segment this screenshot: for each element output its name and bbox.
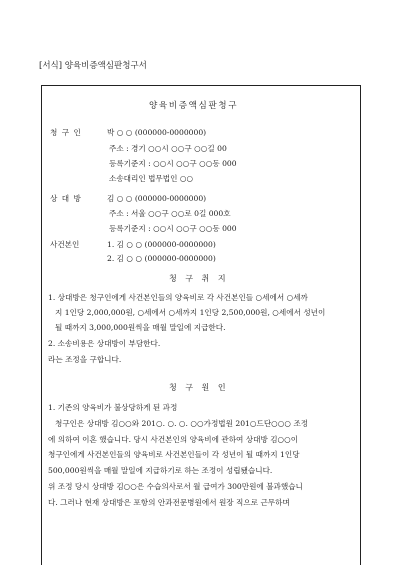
cause-line: 청구인에게 사건본인들의 양육비로 사건본인들이 각 성년이 될 때까지 1인당 bbox=[48, 450, 300, 459]
respondent-address: 주소 : 서울 ○○구 ○○로 0길 000호 bbox=[109, 209, 231, 218]
purpose-heading: 청 구 취 지 bbox=[169, 274, 229, 283]
cause-heading: 청 구 원 인 bbox=[169, 383, 229, 392]
claimant-role: 청 구 인 bbox=[50, 128, 82, 137]
page-label: [서식] 양육비증액심판청구서 bbox=[39, 61, 147, 71]
claimant-registered: 등록기준지 : ○○시 ○○구 ○○동 000 bbox=[109, 159, 237, 168]
cause-subheading: 1. 기존의 양육비가 불상당하게 된 과정 bbox=[48, 403, 178, 412]
claimant-address: 주소 : 경기 ○○시 ○○구 ○○길 00 bbox=[109, 144, 227, 153]
respondent-role: 상 대 방 bbox=[50, 194, 82, 203]
cause-line: 위 조정 당시 상대방 김○○은 수습의사로서 월 급여가 300만원에 불과했습니 bbox=[48, 482, 303, 491]
principal-item: 2. 김 ○ ○ (000000-0000000) bbox=[107, 254, 216, 263]
document-title: 양육비증액심판청구 bbox=[149, 101, 239, 111]
purpose-line: 2. 소송비용은 상대방이 부담한다. bbox=[48, 339, 161, 348]
purpose-line: 1. 상대방은 청구인에게 사건본인들의 양육비로 각 사건본인들 ○세에서 ○세까 bbox=[48, 293, 308, 302]
purpose-line: 지 1인당 2,000,000원, ○세에서 ○세까지 1인당 2,500,000원, ○세에서 성년이 bbox=[55, 308, 326, 317]
cause-line: 500,000원씩을 매월 말일에 지급하기로 하는 조정이 성립됐습니다. bbox=[48, 466, 273, 475]
purpose-line: 될 때까지 3,000,000원씩을 매월 말일에 지급한다. bbox=[55, 323, 226, 332]
claimant-name: 박 ○ ○ (000000-0000000) bbox=[107, 128, 207, 137]
cause-line: 다. 그러나 현재 상대방은 포항의 안과전문병원에서 원장 직으로 근무하며 bbox=[48, 498, 290, 507]
claimant-agent: 소송대리인 법무법인 ○○ bbox=[109, 174, 194, 183]
principal-role: 사건본인 bbox=[50, 240, 80, 249]
principal-item: 1. 김 ○ ○ (000000-0000000) bbox=[107, 240, 216, 249]
respondent-name: 김 ○ ○ (000000-0000000) bbox=[107, 194, 207, 203]
respondent-registered: 등록기준지 : ○○시 ○○구 ○○동 000 bbox=[109, 224, 237, 233]
cause-line: 청구인은 상대방 김○○와 201○. ○. ○. ○○가정법원 201○드단○○○ 조정 bbox=[55, 419, 309, 428]
cause-line: 에 의하여 이혼 했습니다. 당시 사건본인의 양육비에 관하여 상대방 김○○이 bbox=[48, 435, 299, 444]
purpose-line: 라는 조정을 구합니다. bbox=[48, 355, 122, 364]
